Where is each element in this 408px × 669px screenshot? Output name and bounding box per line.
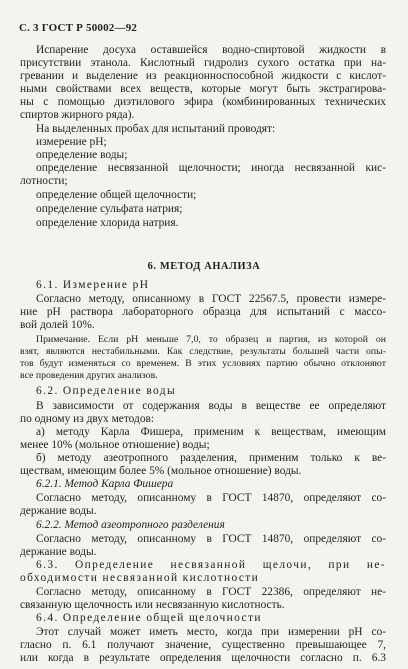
paragraph-line: или когда в результате определения щелочности согласно п. 6.3	[20, 652, 386, 664]
subsection-title: 6.2.1. Метод Карла Фишера	[36, 478, 174, 490]
subsection-title: 6.3. Определение несвязанной щелочи, при не-	[36, 559, 386, 571]
subsection-title: 6.4. Определение общей щелочности	[36, 612, 262, 624]
test-item: измерение pH;	[36, 136, 107, 148]
paragraph-line: Согласно методу, описанному в ГОСТ 14870, определяют со-	[36, 533, 386, 545]
paragraph-line: ние pH раствора лабораторного образца для испытаний с массо-	[20, 306, 386, 318]
test-item: определение хлорида натрия.	[36, 217, 179, 229]
paragraph-line: по одному из двух методов:	[20, 413, 155, 425]
paragraph-line: а) методу Карла Фишера, применим к веществам, имеющим	[36, 426, 386, 438]
subsection-title: 6.2. Определение воды	[36, 385, 177, 397]
note-line: все проведения других анализов.	[20, 370, 158, 381]
note-line: взят, являются нестабильными. Как следствие, результаты большей части опы-	[20, 346, 386, 357]
intro-line: ны с помощью диэтилового эфира (комбинированных технических	[20, 96, 386, 108]
test-item: определение общей щелочности;	[36, 189, 197, 201]
paragraph-line: Согласно методу, описанному в ГОСТ 22567.5, провести измере-	[36, 293, 386, 305]
intro-line: спиртов жирного ряда).	[20, 109, 135, 121]
paragraph-line: связанную щелочность или несвязанную кислотность.	[20, 599, 285, 611]
paragraph-line: Этот случай может иметь место, когда при измерении pH со-	[36, 626, 386, 638]
intro-line: Испарение досуха оставшейся водно-спиртовой жидкости в	[36, 44, 386, 56]
test-item: определение воды;	[36, 149, 128, 161]
paragraph-line: менее 10% (мольное отношение) воды;	[20, 439, 210, 451]
subsection-title: обходимости несвязанной кислотности	[20, 572, 260, 584]
section-title: 6. МЕТОД АНАЛИЗА	[147, 261, 261, 272]
paragraph-line: вой долей 10%.	[20, 319, 95, 331]
paragraph-line: Согласно методу, описанному в ГОСТ 14870, определяют со-	[36, 492, 386, 504]
paragraph-line: ществам, имеющим более 5% (мольное отношение) воды.	[20, 465, 302, 477]
test-item: определение несвязанной щелочности; иногда несвязанной кис-	[36, 162, 386, 174]
paragraph-line: держание воды.	[20, 546, 97, 558]
paragraph-line: гласно п. 6.1 получают значение, существенно превышающее 7,	[20, 639, 386, 651]
page-header: С. 3 ГОСТ Р 50002—92	[19, 22, 138, 34]
test-item: лотности;	[20, 175, 68, 187]
paragraph-line: Согласно методу, описанному в ГОСТ 22386, определяют не-	[36, 586, 386, 598]
paragraph-line: держание воды.	[20, 505, 97, 517]
tests-intro: На выделенных пробах для испытаний проводят:	[36, 123, 276, 135]
intro-line: присутствии этанола. Кислотный гидролиз сухого остатка при на-	[20, 57, 386, 69]
test-item: определение сульфата натрия;	[36, 203, 183, 215]
subsection-title: 6.2.2. Метод азеотропного разделения	[36, 519, 225, 531]
intro-line: гревании и выделение из реакционноспособной жидкости с кислот-	[20, 70, 386, 82]
paragraph-line: В зависимости от содержания воды в веществе ее определяют	[36, 400, 386, 412]
subsection-title: 6.1. Измерение pH	[36, 279, 150, 291]
note-line: Примечание. Если pH меньше 7,0, то образец и партия, из которой он	[36, 334, 386, 345]
note-line: тов будут изменяться со временем. В этих условиях партию обычно отклоняют	[20, 358, 386, 369]
intro-line: ными свойствами всех веществ, которые могут быть экстрагирова-	[20, 83, 386, 95]
paragraph-line: б) методу азеотропного разделения, применим только к ве-	[36, 452, 386, 464]
